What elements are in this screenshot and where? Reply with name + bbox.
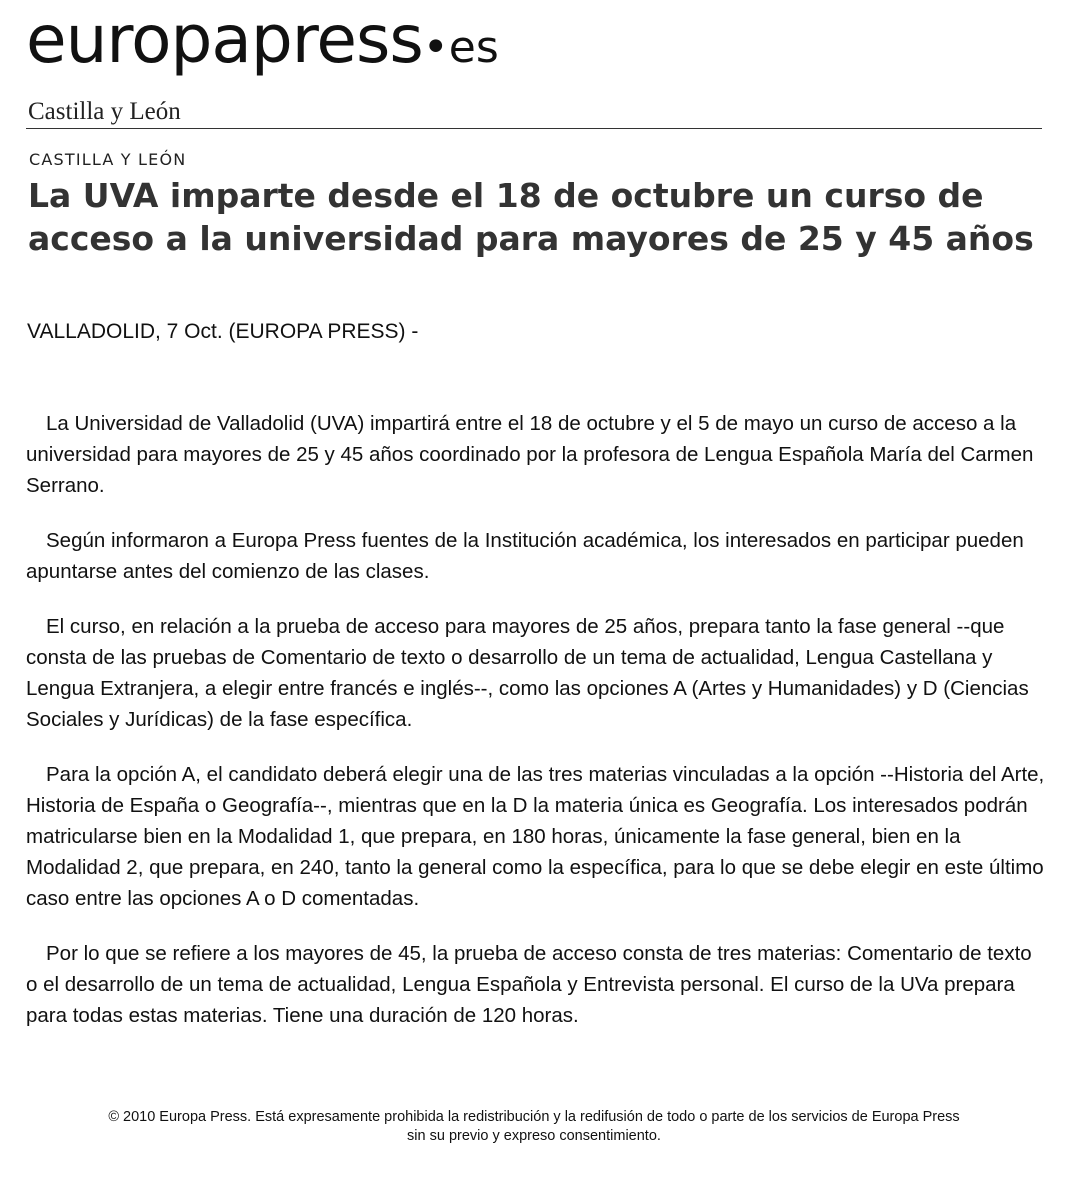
copyright-footer <box>24 1108 1044 1146</box>
section-title: Castilla y León <box>28 98 181 125</box>
article-paragraph: La Universidad de Valladolid (UVA) impartirá entre el 18 de octubre y el 5 de mayo un curso de acceso a la universidad para mayores de 25 y 45 años coordinado por la profesora de Lengua Española María del Carmen Serrano. <box>26 412 1034 497</box>
copyright-line-2: sin su previo y expreso consentimiento. <box>407 1128 661 1144</box>
article-kicker: CASTILLA Y LEÓN <box>29 150 187 169</box>
article-headline: La UVA imparte desde el 18 de octubre un curso de acceso a la universidad para mayores de 25 y 45 años <box>28 176 1034 258</box>
section-divider <box>26 128 1042 129</box>
article-paragraph: Según informaron a Europa Press fuentes de la Institución académica, los interesados en participar pueden apuntarse antes del comienzo de las clases. <box>26 529 1024 583</box>
logo-name: europapress <box>26 1 423 78</box>
logo-tld: es <box>448 22 499 73</box>
logo-dot: • <box>422 22 449 73</box>
article-dateline: VALLADOLID, 7 Oct. (EUROPA PRESS) - <box>27 320 419 343</box>
copyright-line-1: © 2010 Europa Press. Está expresamente prohibida la redistribución y la redifusión de todo o parte de los servicios de Europa Press <box>108 1109 960 1125</box>
article-paragraph: El curso, en relación a la prueba de acceso para mayores de 25 años, prepara tanto la fase general --que consta de las pruebas de Comentario de texto o desarrollo de un tema de actualidad, Lengua Castellana y Lengua Extranjera, a elegir entre francés e inglés--, como las opciones A (Artes y Humanidades) y D (Ciencias Sociales y Jurídicas) de la fase específica. <box>26 615 1029 731</box>
article-paragraph: Por lo que se refiere a los mayores de 45, la prueba de acceso consta de tres materias: Comentario de texto o el desarrollo de un tema de actualidad, Lengua Española y Entrevista personal. El curso de la UVa prepara para todas estas materias. Tiene una duración de 120 horas. <box>26 942 1032 1027</box>
article-body <box>26 408 1046 1055</box>
article-paragraph: Para la opción A, el candidato deberá elegir una de las tres materias vinculadas a la opción --Historia del Arte, Historia de España o Geografía--, mientras que en la D la materia única es Geografía. Los interesados podrán matricularse bien en la Modalidad 1, que prepara, en 180 horas, únicamente la fase general, bien en la Modalidad 2, que prepara, en 240, tanto la general como la específica, para lo que se debe elegir en este último caso entre las opciones A o D comentadas. <box>26 763 1045 910</box>
europapress-logo <box>26 2 499 86</box>
